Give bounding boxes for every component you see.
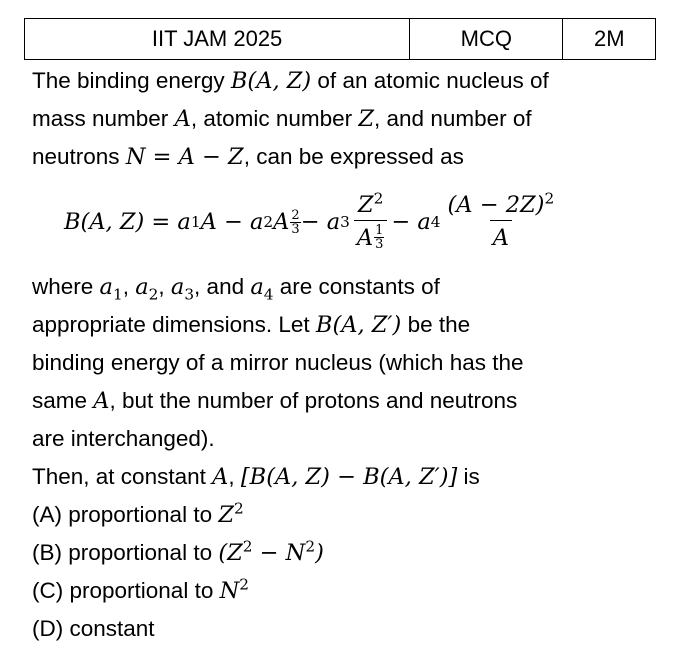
coulomb-term-fraction: $Z^2$ A $\frac{1}{3}$ bbox=[354, 190, 388, 255]
header-table bbox=[24, 18, 656, 60]
question-line-2: mass number A, atomic number Z, and number of bbox=[32, 106, 532, 132]
question-line-8: are interchanged). bbox=[32, 426, 215, 451]
marks-cell: 2M bbox=[563, 19, 656, 60]
binding-energy-formula: B(A, Z) = a 1 A − a 2 A 2 3 − a 3 $Z^2$ A $\frac{1}{3}$ − a 4 $\frac{(A - 2Z)^2}{A}$ bbox=[32, 176, 652, 268]
option-b[interactable]: (B) proportional to $(Z^2 - N^2)$ bbox=[32, 537, 324, 566]
exponent-two-thirds: 2 3 bbox=[291, 207, 300, 237]
option-c[interactable]: (C) proportional to $N^2$ bbox=[32, 575, 250, 604]
question-line-1: The binding energy B(A, Z) of an atomic nucleus of bbox=[32, 68, 549, 94]
question-line-9: Then, at constant A, [B(A, Z) − B(A, Z′)] is bbox=[32, 464, 480, 490]
question-line-6: binding energy of a mirror nucleus (which has the bbox=[32, 350, 524, 375]
exam-name-cell: IIT JAM 2025 bbox=[25, 19, 410, 60]
option-a[interactable]: (A) proportional to $Z^2$ bbox=[32, 499, 244, 528]
question-line-3: neutrons N = A − Z, can be expressed as bbox=[32, 144, 464, 170]
question-line-5: appropriate dimensions. Let B(A, Z′) be the bbox=[32, 312, 471, 338]
question-line-7: same A, but the number of protons and neutrons bbox=[32, 388, 518, 414]
option-d[interactable]: (D) constant bbox=[32, 616, 155, 641]
question-type-cell: MCQ bbox=[410, 19, 563, 60]
question-line-4: where $a_1$, $a_2$, $a_3$, and $a_4$ are constants of bbox=[32, 274, 440, 304]
question-body bbox=[32, 62, 652, 648]
asymmetry-term-fraction: $\frac{(A - 2Z)^2}{A}$ bbox=[445, 190, 558, 255]
